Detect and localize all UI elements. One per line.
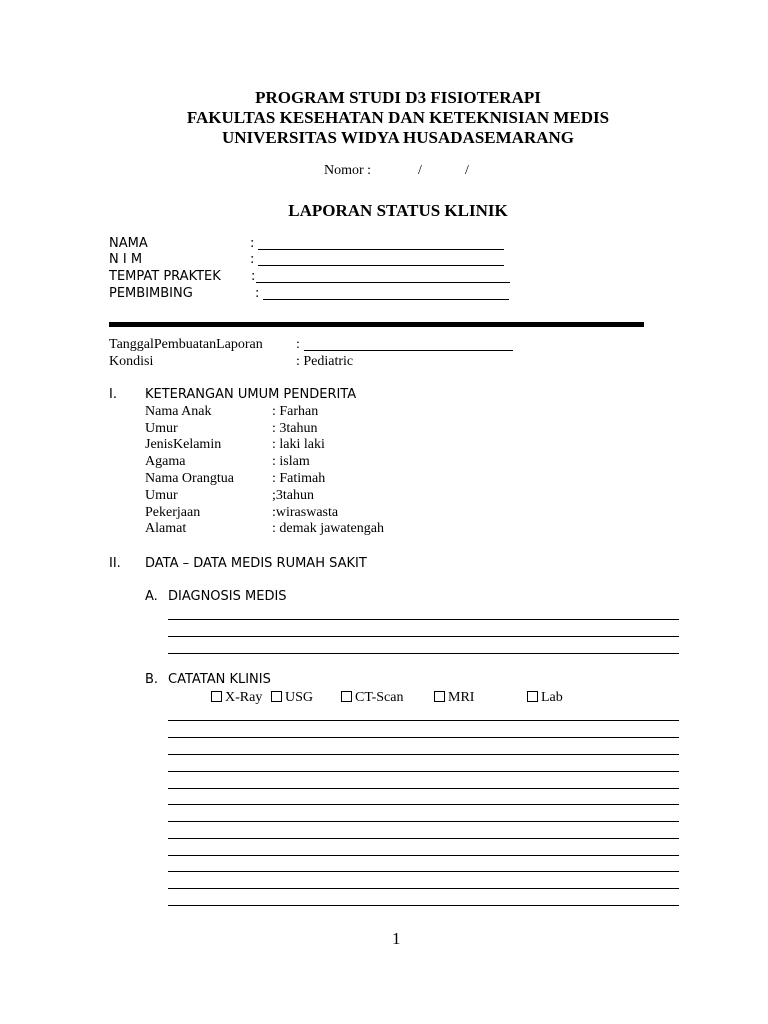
nomor-separator-1: /: [418, 163, 422, 178]
checkbox-icon: [341, 691, 352, 702]
field-label: Agama: [145, 454, 186, 469]
section2-b-label: B.: [145, 672, 159, 687]
catatan-blank-line[interactable]: [168, 838, 679, 839]
checkbox-icon: [211, 691, 222, 702]
student-nama-colon: :: [250, 236, 255, 251]
header-line-2: FAKULTAS KESEHATAN DAN KETEKNISIAN MEDIS: [186, 108, 610, 127]
student-pembimbing-colon: :: [255, 286, 260, 301]
field-label: JenisKelamin: [145, 437, 222, 452]
field-value: : demak jawatengah: [272, 521, 384, 536]
student-nim-label: N I M: [109, 252, 143, 267]
catatan-blank-line[interactable]: [168, 771, 679, 772]
field-value: : islam: [272, 454, 310, 469]
catatan-blank-line[interactable]: [168, 821, 679, 822]
diagnosis-blank-line[interactable]: [168, 653, 679, 654]
student-tempat-label: TEMPAT PRAKTEK: [109, 269, 221, 284]
student-pembimbing-label: PEMBIMBING: [109, 286, 193, 301]
catatan-blank-line[interactable]: [168, 720, 679, 721]
kondisi-value: : Pediatric: [296, 354, 354, 369]
field-label: Nama Anak: [145, 404, 212, 419]
field-label: Umur: [145, 488, 178, 503]
section2-number: II.: [109, 556, 121, 571]
student-tempat-blank[interactable]: [256, 271, 510, 283]
header-line-3: UNIVERSITAS WIDYA HUSADASEMARANG: [221, 128, 575, 147]
section1-number: I.: [109, 387, 117, 402]
field-value: ;3tahun: [272, 488, 314, 503]
field-label: Nama Orangtua: [145, 471, 235, 486]
nomor-label: Nomor :: [324, 163, 372, 178]
student-nim-colon: :: [250, 252, 255, 267]
tanggal-label: TanggalPembuatanLaporan: [109, 337, 263, 352]
tanggal-colon: :: [296, 337, 300, 352]
catatan-blank-line[interactable]: [168, 888, 679, 889]
tanggal-blank[interactable]: [304, 339, 513, 351]
checkbox-label: Lab: [541, 690, 563, 705]
field-value: : 3tahun: [272, 421, 318, 436]
checkbox-lab[interactable]: [527, 690, 563, 706]
field-label: Alamat: [145, 521, 187, 536]
diagnosis-blank-line[interactable]: [168, 636, 679, 637]
page-number: 1: [392, 929, 401, 948]
checkbox-xray[interactable]: [211, 690, 262, 706]
kondisi-label: Kondisi: [109, 354, 154, 369]
catatan-blank-line[interactable]: [168, 905, 679, 906]
header-line-1: PROGRAM STUDI D3 FISIOTERAPI: [255, 88, 541, 107]
checkbox-label: USG: [285, 690, 314, 705]
student-nim-blank[interactable]: [258, 254, 504, 266]
catatan-blank-line[interactable]: [168, 754, 679, 755]
catatan-blank-line[interactable]: [168, 855, 679, 856]
section2-a-title: DIAGNOSIS MEDIS: [168, 589, 287, 604]
field-value: : Farhan: [272, 404, 319, 419]
student-nama-label: NAMA: [109, 236, 148, 251]
field-label: Pekerjaan: [145, 505, 201, 520]
checkbox-label: CT-Scan: [355, 690, 404, 705]
diagnosis-blank-line[interactable]: [168, 619, 679, 620]
student-tempat-colon: :: [251, 269, 256, 284]
field-label: Umur: [145, 421, 178, 436]
field-value: :wiraswasta: [272, 505, 339, 520]
checkbox-usg[interactable]: [271, 690, 313, 706]
checkbox-icon: [527, 691, 538, 702]
section2-a-label: A.: [145, 589, 158, 604]
checkbox-icon: [271, 691, 282, 702]
student-nama-blank[interactable]: [258, 238, 504, 250]
section2-b-title: CATATAN KLINIS: [168, 672, 271, 687]
report-title: LAPORAN STATUS KLINIK: [288, 201, 508, 220]
checkbox-ctscan[interactable]: [341, 690, 403, 706]
catatan-blank-line[interactable]: [168, 804, 679, 805]
section2-title: DATA – DATA MEDIS RUMAH SAKIT: [145, 556, 367, 571]
student-pembimbing-blank[interactable]: [263, 288, 509, 300]
section-divider: [109, 322, 644, 327]
checkbox-label: X-Ray: [225, 690, 263, 705]
catatan-blank-line[interactable]: [168, 737, 679, 738]
nomor-separator-2: /: [465, 163, 469, 178]
catatan-blank-line[interactable]: [168, 788, 679, 789]
checkbox-icon: [434, 691, 445, 702]
catatan-blank-line[interactable]: [168, 871, 679, 872]
checkbox-mri[interactable]: [434, 690, 474, 706]
field-value: : laki laki: [272, 437, 325, 452]
field-value: : Fatimah: [272, 471, 326, 486]
section1-title: KETERANGAN UMUM PENDERITA: [145, 387, 357, 402]
checkbox-label: MRI: [448, 690, 475, 705]
